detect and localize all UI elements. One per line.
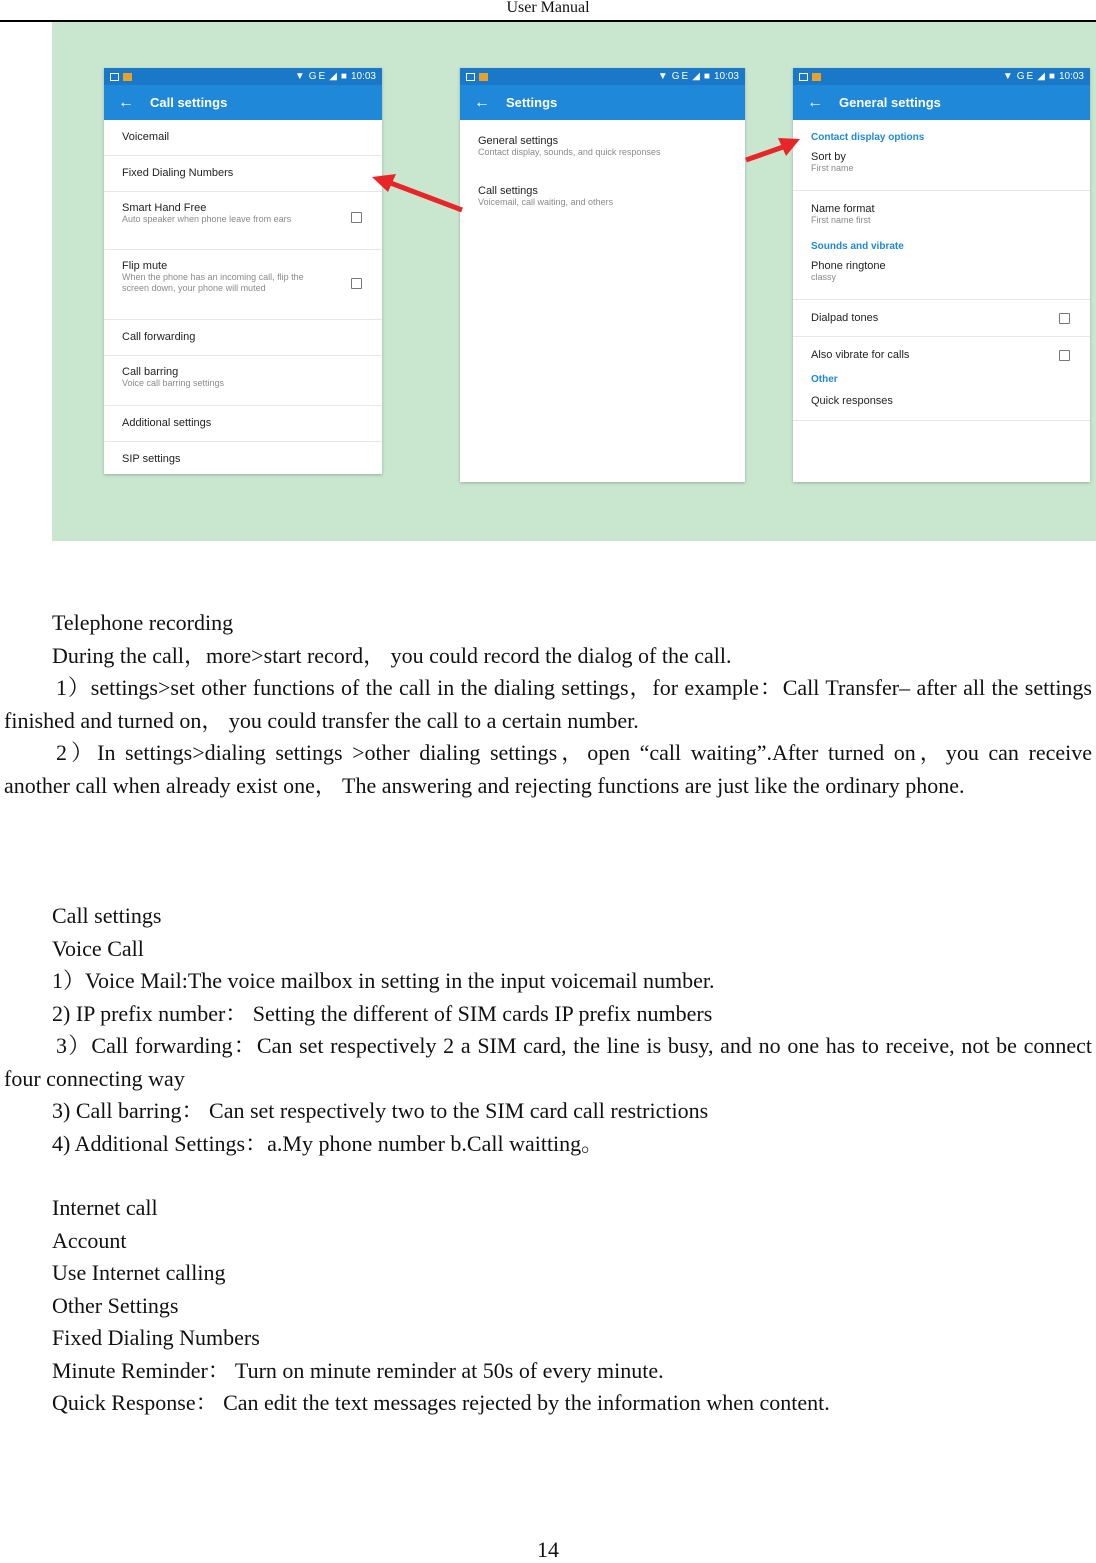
status-time: 10:03: [713, 71, 739, 82]
setting-smart-hand-free[interactable]: [104, 192, 382, 250]
back-arrow-icon[interactable]: ←: [807, 93, 823, 111]
setting-summary: Auto speaker when phone leave from ears: [122, 214, 292, 224]
list-item: Use Internet calling: [52, 1260, 226, 1285]
paragraph: 1）settings>set other functions of the call in the dialing settings，for example：Call Transfer– after all the settings finished and turned on， you could transfer the call to a certain number.: [4, 675, 1092, 733]
signal-label: G E: [671, 71, 689, 82]
section-heading: Internet call: [52, 1195, 158, 1220]
screen-title: Call settings: [150, 95, 228, 110]
wifi-icon: ▼: [657, 71, 668, 82]
section-contact-display: Contact display options: [811, 132, 925, 143]
setting-summary: classy: [811, 272, 837, 282]
wifi-icon: ▼: [1002, 71, 1013, 82]
setting-flip-mute[interactable]: [104, 250, 382, 320]
setting-title: Name format: [811, 203, 875, 215]
signal-label: G E: [308, 71, 326, 82]
section-sounds-vibrate: Sounds and vibrate: [811, 241, 904, 252]
subheading: Voice Call: [52, 935, 144, 961]
setting-title: Fixed Dialing Numbers: [122, 167, 234, 179]
section-heading: Telephone recording: [52, 610, 234, 635]
back-arrow-icon[interactable]: ←: [118, 93, 134, 111]
screen-title: General settings: [839, 95, 941, 110]
status-bar: [104, 68, 382, 85]
paragraph: 4) Additional Settings：a.My phone number b.Call waitting。: [52, 1130, 604, 1156]
setting-title: Additional settings: [122, 417, 212, 429]
setting-summary: Voicemail, call waiting, and others: [478, 197, 614, 207]
checkbox[interactable]: [1059, 313, 1070, 324]
paragraph: Quick Response： Can edit the text messages rejected by the information when content.: [52, 1390, 830, 1415]
app-icon: [479, 73, 488, 81]
setting-summary: First name first: [811, 215, 871, 225]
phone-settings: [460, 68, 745, 482]
phone-call-settings: [104, 68, 382, 474]
signal-icon: ◢: [692, 71, 700, 82]
status-time: 10:03: [350, 71, 376, 82]
setting-fixed-dialing[interactable]: [104, 156, 382, 192]
setting-call-forwarding[interactable]: [104, 320, 382, 356]
list-item: Fixed Dialing Numbers: [52, 1325, 260, 1350]
setting-summary: Contact display, sounds, and quick responses: [478, 147, 661, 157]
setting-title: Call settings: [478, 185, 538, 197]
notification-icon: [799, 73, 808, 81]
setting-title: Flip mute: [122, 260, 168, 272]
setting-additional[interactable]: [104, 406, 382, 442]
status-bar: [460, 68, 745, 85]
setting-title: SIP settings: [122, 453, 181, 465]
paragraph: Minute Reminder： Turn on minute reminder at 50s of every minute.: [52, 1357, 664, 1383]
call-settings-section: [0, 900, 1096, 1160]
setting-general[interactable]: [460, 120, 745, 170]
red-arrow-icon: [742, 136, 802, 166]
setting-call[interactable]: [460, 170, 745, 220]
setting-title: Call forwarding: [122, 331, 196, 343]
setting-sip[interactable]: [104, 442, 382, 474]
checkbox[interactable]: [1059, 350, 1070, 361]
paragraph: 2）In settings>dialing settings >other dialing settings，open “call waiting”.After turned on，you can receive another call when already exist one， The answering and rejecting functions are just like the ordinary phone.: [4, 740, 1092, 798]
setting-title: Voicemail: [122, 131, 170, 143]
paragraph: 2) IP prefix number： Setting the different of SIM cards IP prefix numbers: [52, 1000, 713, 1026]
paragraph: 1）Voice Mail:The voice mailbox in setting in the input voicemail number.: [52, 968, 715, 993]
page-number: 14: [537, 1537, 559, 1562]
list-item: Other Settings: [52, 1292, 179, 1318]
phone-general-settings: [793, 68, 1090, 482]
setting-title: Also vibrate for calls: [811, 349, 910, 361]
checkbox[interactable]: [351, 278, 362, 289]
status-time: 10:03: [1058, 71, 1084, 82]
setting-name-format[interactable]: [793, 191, 1090, 241]
signal-icon: ◢: [1037, 71, 1045, 82]
setting-title: Quick responses: [811, 395, 893, 407]
battery-icon: ■: [1048, 71, 1055, 82]
battery-icon: ■: [703, 71, 710, 82]
setting-summary: When the phone has an incoming call, flip the screen down, your phone will muted: [122, 272, 304, 293]
setting-title: Sort by: [811, 151, 846, 163]
setting-phone-ringtone[interactable]: [793, 252, 1090, 300]
setting-title: Smart Hand Free: [122, 202, 207, 214]
setting-title: Call barring: [122, 366, 179, 378]
internet-call-section: [0, 1192, 1096, 1420]
setting-summary: Voice call barring settings: [122, 378, 225, 388]
wifi-icon: ▼: [294, 71, 305, 82]
setting-voicemail[interactable]: [104, 120, 382, 156]
checkbox[interactable]: [351, 212, 362, 223]
setting-summary: First name: [811, 163, 854, 173]
status-bar: [793, 68, 1090, 85]
battery-icon: ■: [340, 71, 347, 82]
app-icon: [812, 73, 821, 81]
signal-label: G E: [1016, 71, 1034, 82]
recording-section: [0, 607, 1096, 802]
section-heading: Call settings: [52, 903, 162, 928]
app-bar: [104, 85, 382, 120]
setting-title: Dialpad tones: [811, 312, 879, 324]
app-bar: [793, 85, 1090, 120]
screen-title: Settings: [506, 95, 558, 110]
paragraph: 3) Call barring： Can set respectively two to the SIM card call restrictions: [52, 1098, 709, 1123]
paragraph: During the call，more>start record， you could record the dialog of the call.: [52, 642, 732, 668]
setting-title: Phone ringtone: [811, 260, 886, 272]
setting-quick-responses[interactable]: [793, 385, 1090, 421]
notification-icon: [110, 73, 119, 81]
paragraph: 3）Call forwarding：Can set respectively 2 a SIM card, the line is busy, and no one has to receive, not be connect four connecting way: [4, 1033, 1092, 1091]
setting-vibrate-calls[interactable]: [793, 337, 1090, 374]
notification-icon: [466, 73, 475, 81]
app-icon: [123, 73, 132, 81]
setting-title: General settings: [478, 135, 559, 147]
screenshot-figure: [52, 22, 1096, 541]
app-bar: [460, 85, 745, 120]
setting-call-barring[interactable]: [104, 356, 382, 406]
red-arrow-icon: [370, 172, 466, 214]
signal-icon: ◢: [329, 71, 337, 82]
setting-dialpad-tones[interactable]: [793, 300, 1090, 337]
page-header: User Manual: [0, 0, 1096, 22]
section-other: Other: [811, 374, 838, 385]
back-arrow-icon[interactable]: ←: [474, 93, 490, 111]
setting-sort-by[interactable]: [793, 143, 1090, 191]
list-item: Account: [52, 1227, 127, 1253]
